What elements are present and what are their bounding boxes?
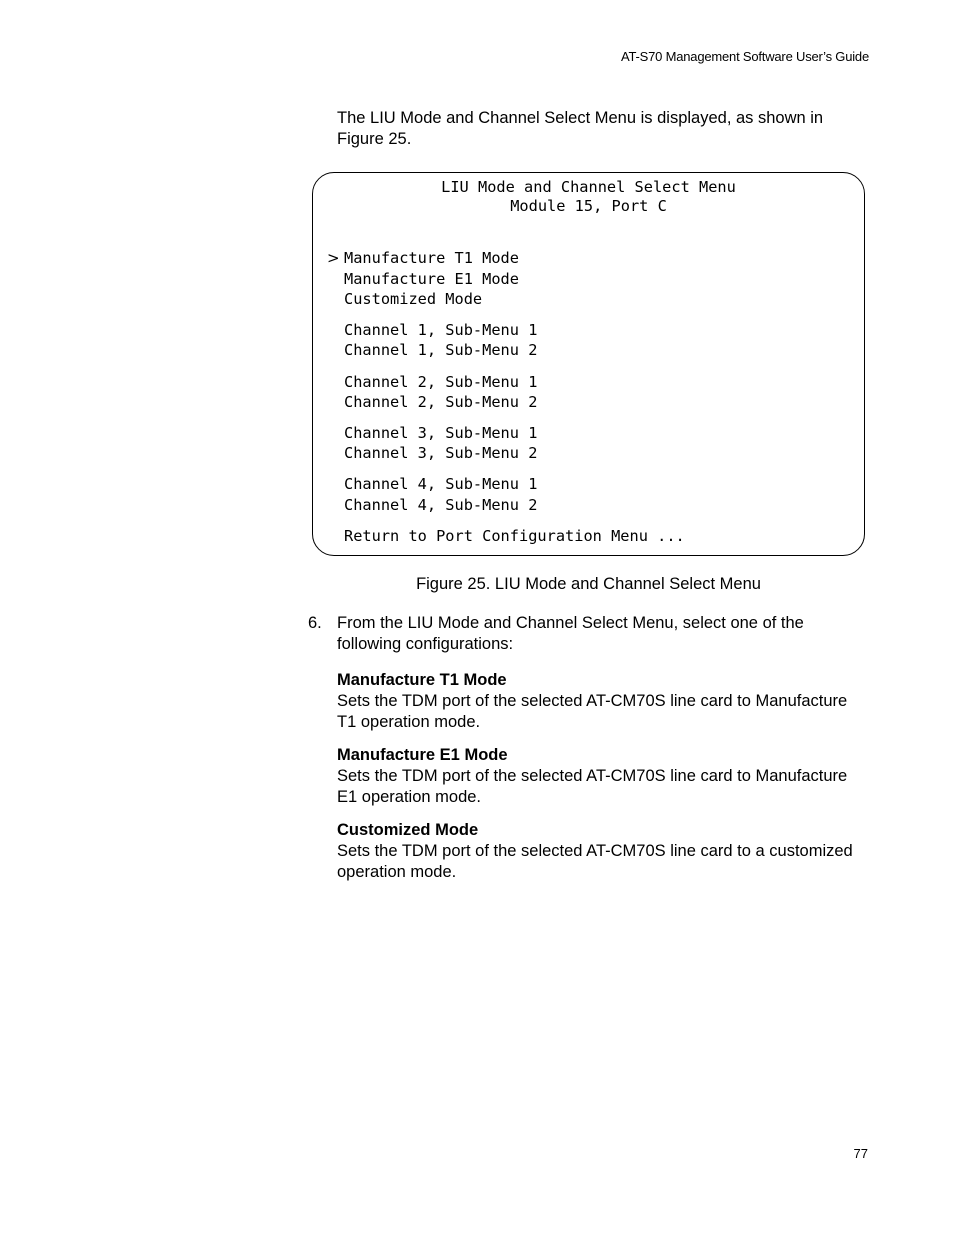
definition-term: Manufacture E1 Mode — [337, 746, 508, 764]
menu-item-return[interactable]: Return to Port Configuration Menu ... — [344, 527, 685, 545]
definition-manufacture-t1 — [337, 670, 869, 733]
figure-caption: Figure 25. LIU Mode and Channel Select Menu — [416, 575, 761, 593]
menu-item-channel-2-sub-1[interactable]: Channel 2, Sub-Menu 1 — [344, 373, 538, 391]
definition-term: Customized Mode — [337, 821, 479, 839]
menu-item-channel-4-sub-2[interactable]: Channel 4, Sub-Menu 2 — [344, 496, 538, 514]
selection-cursor-icon: > — [327, 249, 340, 267]
menu-item-manufacture-e1[interactable]: Manufacture E1 Mode — [344, 270, 519, 288]
definition-term: Manufacture T1 Mode — [337, 671, 507, 689]
menu-item-manufacture-t1[interactable]: Manufacture T1 Mode — [344, 249, 519, 267]
definition-description: Sets the TDM port of the selected AT-CM70S line card to Manufacture E1 operation mode. — [337, 767, 848, 806]
menu-item-customized-mode[interactable]: Customized Mode — [344, 290, 483, 308]
menu-item-channel-1-sub-2[interactable]: Channel 1, Sub-Menu 2 — [344, 341, 538, 359]
step-number: 6. — [308, 614, 322, 632]
page-number: 77 — [853, 1146, 868, 1161]
definition-manufacture-e1 — [337, 745, 869, 808]
intro-paragraph: The LIU Mode and Channel Select Menu is displayed, as shown in Figure 25. — [337, 109, 824, 148]
console-subtitle: Module 15, Port C — [510, 197, 667, 215]
definition-description: Sets the TDM port of the selected AT-CM70S line card to Manufacture T1 operation mode. — [337, 692, 848, 731]
definition-customized-mode — [337, 820, 869, 883]
menu-item-channel-2-sub-2[interactable]: Channel 2, Sub-Menu 2 — [344, 393, 538, 411]
definition-description: Sets the TDM port of the selected AT-CM70S line card to a customized operation mode. — [337, 842, 853, 881]
step-text: From the LIU Mode and Channel Select Menu, select one of the following configurations: — [337, 614, 804, 653]
menu-item-channel-3-sub-1[interactable]: Channel 3, Sub-Menu 1 — [344, 424, 538, 442]
console-title: LIU Mode and Channel Select Menu — [441, 178, 736, 196]
menu-item-channel-3-sub-2[interactable]: Channel 3, Sub-Menu 2 — [344, 444, 538, 462]
menu-item-channel-4-sub-1[interactable]: Channel 4, Sub-Menu 1 — [344, 475, 538, 493]
running-header: AT-S70 Management Software User’s Guide — [621, 49, 869, 64]
console-menu-screen — [312, 172, 865, 556]
menu-item-channel-1-sub-1[interactable]: Channel 1, Sub-Menu 1 — [344, 321, 538, 339]
